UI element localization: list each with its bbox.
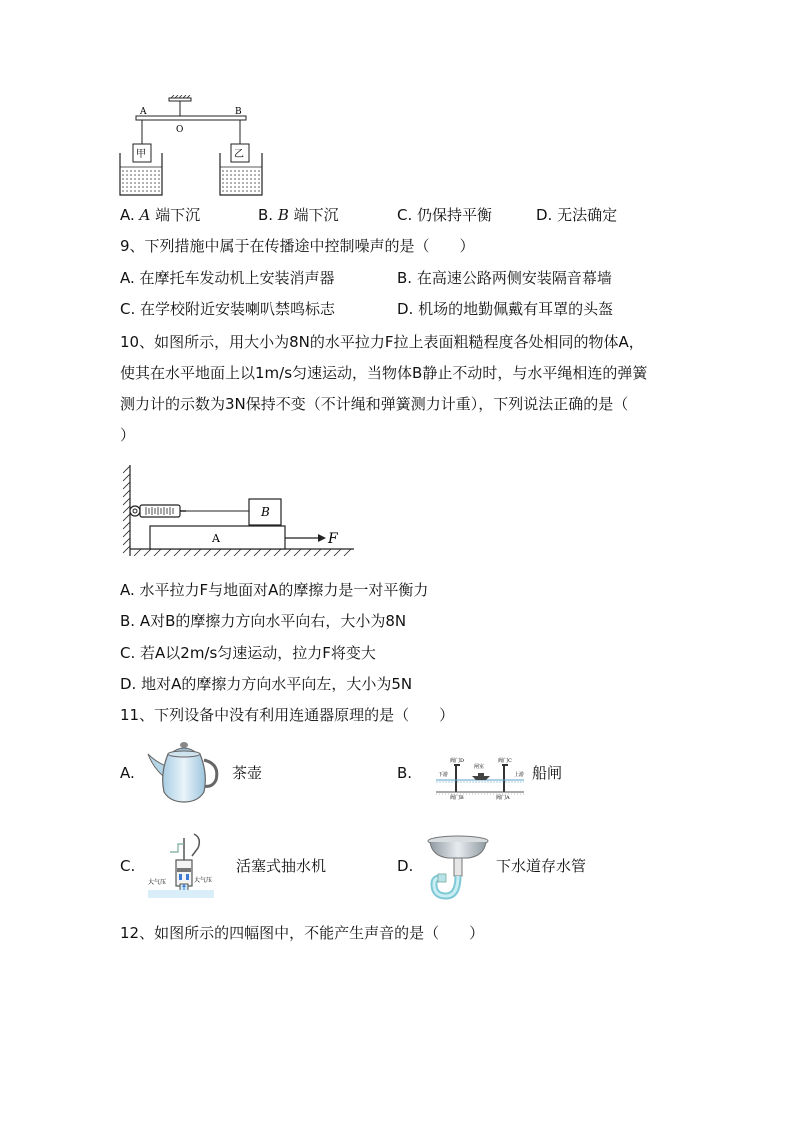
- atm-right-label: 大气压: [194, 877, 213, 884]
- q9-option-c: C. 在学校附近安装喇叭禁鸣标志: [120, 300, 336, 318]
- gate-a-label: 阀门A: [496, 795, 510, 800]
- piston-pump-image: [148, 832, 214, 898]
- q10-option-a: A. 水平拉力F与地面对A的摩擦力是一对平衡力: [120, 581, 429, 599]
- q11-option-b-label: 船闸: [532, 764, 563, 782]
- label-o: O: [176, 125, 184, 135]
- label-a: A: [140, 107, 147, 117]
- q9-option-d: D. 机场的地勤佩戴有耳罩的头盔: [397, 300, 614, 318]
- chamber-label: 闸室: [474, 764, 485, 770]
- gate-d-label: 阀门D: [450, 758, 465, 764]
- q8-option-d: D. 无法确定: [536, 206, 618, 224]
- q9-option-a: A. 在摩托车发动机上安装消声器: [120, 269, 335, 287]
- q9-option-b: B. 在高速公路两侧安装隔音幕墙: [397, 269, 612, 287]
- q10-option-d: D. 地对A的摩擦力方向水平向左，大小为5N: [120, 675, 413, 693]
- gate-c-label: 阀门C: [498, 758, 512, 764]
- friction-figure: [122, 463, 362, 563]
- q10-stem-line-1: 10、如图所示，用大小为8N的水平拉力F拉上表面粗糙程度各处相同的物体A，: [120, 333, 644, 351]
- q10-option-c: C. 若A以2m/s匀速运动，拉力F将变大: [120, 644, 376, 662]
- block-b-label: B: [261, 505, 270, 519]
- block-a-label: A: [212, 532, 220, 545]
- q10-stem-line-4: ）: [120, 426, 136, 444]
- q10-stem-line-3: 测力计的示数为3N保持不变（不计绳和弹簧测力计重），下列说法正确的是（: [120, 395, 629, 413]
- q9-stem: 9、下列措施中属于在传播途中控制噪声的是（ ）: [120, 237, 475, 255]
- upper-label: 上游: [514, 772, 525, 778]
- teapot-image: [146, 740, 224, 806]
- q10-stem-line-2: 使其在水平地面上以1m/s匀速运动，当物体B静止不动时，与水平绳相连的弹簧: [120, 364, 648, 382]
- ship-lock-image: [436, 756, 526, 800]
- q11-option-c-letter: C.: [120, 857, 136, 875]
- q8-option-c: C. 仍保持平衡: [397, 206, 493, 224]
- q11-stem: 11、下列设备中没有利用连通器原理的是（ ）: [120, 706, 455, 724]
- block-yi-label: 乙: [234, 149, 244, 160]
- q11-option-a-label: 茶壶: [232, 764, 263, 782]
- gate-b-label: 阀门B: [450, 795, 464, 800]
- q8-option-b: B. B 端下沉: [258, 206, 339, 224]
- atm-left-label: 大气压: [148, 879, 167, 886]
- q11-option-d-label: 下水道存水管: [496, 857, 587, 875]
- q12-stem: 12、如图所示的四幅图中，不能产生声音的是（ ）: [120, 924, 485, 942]
- force-label: F: [328, 531, 338, 547]
- block-jia-label: 甲: [136, 149, 146, 160]
- q11-option-d-letter: D.: [397, 857, 414, 875]
- q11-option-b-letter: B.: [397, 764, 413, 782]
- spring-scale: [130, 505, 186, 517]
- label-b: B: [235, 107, 242, 117]
- drain-trap-image: [424, 834, 490, 904]
- q8-option-a: A. A 端下沉: [120, 206, 201, 224]
- q11-option-a-letter: A.: [120, 764, 135, 782]
- lower-label: 下游: [438, 772, 449, 778]
- q11-option-c-label: 活塞式抽水机: [236, 857, 327, 875]
- q10-option-b: B. A对B的摩擦力方向水平向右，大小为8N: [120, 612, 407, 630]
- lever-figure: [112, 95, 272, 200]
